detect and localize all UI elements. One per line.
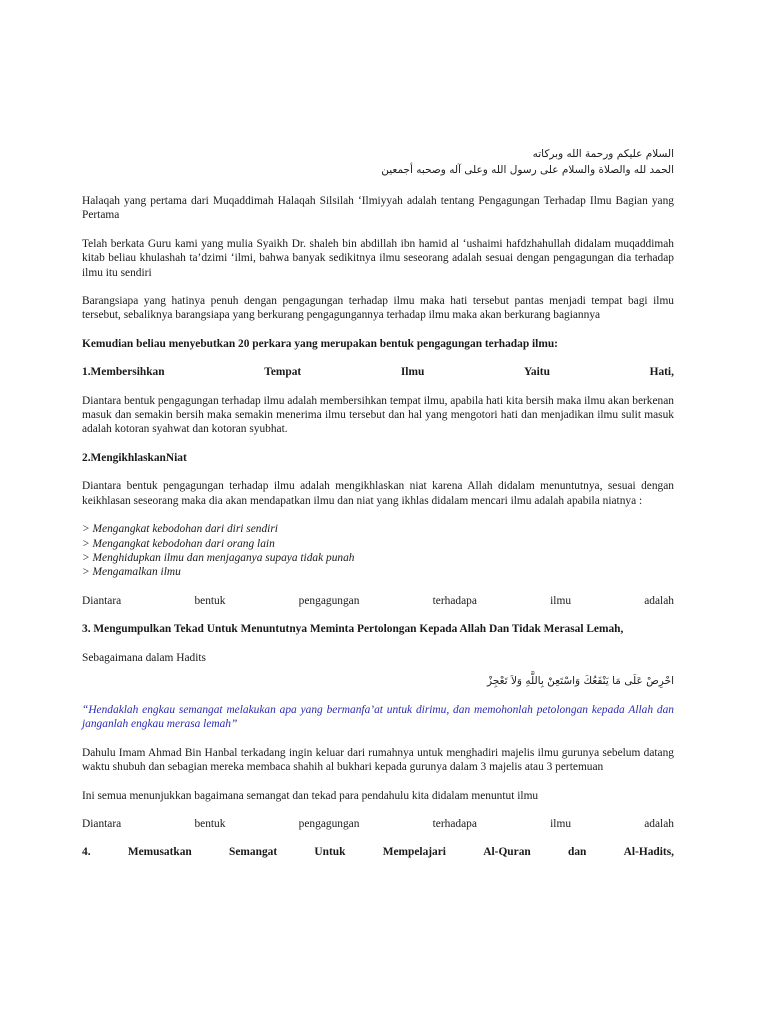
heading-2: 2.MengikhlaskanNiat bbox=[82, 451, 187, 464]
heading-4 bbox=[82, 845, 674, 859]
diantara-word: ilmu bbox=[550, 817, 572, 830]
diantara-word: terhadapa bbox=[432, 817, 477, 830]
barangsiapa-paragraph: Barangsiapa yang hatinya penuh dengan pengagungan terhadap ilmu maka hati tersebut pantas menjadi tempat bagi ilmu tersebut, sebaliknya barangsiapa yang berkurang pengagungannya terhadap ilmu maka akan berkurang bagiannya bbox=[82, 295, 674, 322]
diantara-word: Diantara bbox=[82, 594, 122, 607]
guru-paragraph: Telah berkata Guru kami yang mulia Syaikh Dr. shaleh bin abdillah ibn hamid al ‘ushaimi hafdzhahullah didalam muqaddimah kitab beliau khulashah ta’dzimi ‘ilmi, bahwa banyak sedikitnya ilmu seseorang adalah sesuai dengan pengagungan dia terhadap ilmu itu sendiri bbox=[82, 237, 674, 279]
intro-paragraph: Halaqah yang pertama dari Muqaddimah Halaqah Silsilah ‘Ilmiyyah adalah tentang Pengagungan Terhadap Ilmu Bagian yang Pertama bbox=[82, 195, 674, 222]
heading-1-word: 1.Membersihkan bbox=[82, 366, 165, 379]
hadits-intro: Sebagaimana dalam Hadits bbox=[82, 651, 206, 664]
salam-line-1: السلام عليكم ورحمة الله وبركاته bbox=[532, 148, 674, 160]
heading-4-word: Untuk bbox=[314, 846, 346, 859]
heading-4-word: dan bbox=[568, 846, 587, 859]
heading-2-paragraph: Diantara bentuk pengagungan terhadap ilmu adalah mengikhlaskan niat karena Allah didalam menuntutnya, sesuai dengan keikhlasan seseorang maka dia akan mendapatkan ilmu dan niat yang ikhlas didalam mencari ilmu adalah apabila niatnya : bbox=[82, 480, 674, 507]
diantara-line-2 bbox=[82, 817, 674, 831]
diantara-word: adalah bbox=[644, 594, 674, 607]
diantara-word: pengagungan bbox=[298, 817, 360, 830]
heading-1-word: Hati, bbox=[649, 366, 674, 379]
heading-4-word: 4. bbox=[82, 846, 91, 859]
niat-list bbox=[82, 522, 674, 580]
heading-4-word: Al-Hadits, bbox=[623, 846, 674, 859]
salam-line-2: الحمد لله والصلاة والسلام على رسول الله وعلى آله وصحبه أجمعين bbox=[381, 164, 674, 176]
diantara-word: adalah bbox=[644, 817, 674, 830]
diantara-line-1 bbox=[82, 594, 674, 608]
diantara-word: bentuk bbox=[194, 817, 226, 830]
heading-1-word: Yaitu bbox=[523, 366, 550, 379]
list-item: > Menghidupkan ilmu dan menjaganya supaya tidak punah bbox=[82, 551, 355, 564]
document-body bbox=[82, 146, 674, 860]
heading-1 bbox=[82, 365, 674, 379]
heading-4-word: Al-Quran bbox=[483, 846, 531, 859]
diantara-word: pengagungan bbox=[298, 594, 360, 607]
heading-4-word: Mempelajari bbox=[382, 846, 446, 859]
ini-semua-paragraph: Ini semua menunjukkan bagaimana semangat dan tekad para pendahulu kita didalam menuntut ilmu bbox=[82, 789, 539, 802]
heading-1-word: Ilmu bbox=[400, 366, 425, 379]
list-item: > Mengangkat kebodohan dari orang lain bbox=[82, 537, 275, 550]
heading-3: 3. Mengumpulkan Tekad Untuk Menuntutnya Meminta Pertolongan Kepada Allah Dan Tidak Merasal Lemah, bbox=[82, 623, 624, 636]
diantara-word: Diantara bbox=[82, 817, 122, 830]
diantara-word: terhadapa bbox=[432, 594, 477, 607]
heading-4-word: Memusatkan bbox=[127, 846, 192, 859]
kemudian-heading: Kemudian beliau menyebutkan 20 perkara yang merupakan bentuk pengagungan terhadap ilmu: bbox=[82, 337, 558, 350]
imam-ahmad-paragraph: Dahulu Imam Ahmad Bin Hanbal terkadang ingin keluar dari rumahnya untuk menghadiri majelis ilmu gurunya sebelum datang waktu shubuh dan sebagian mereka membaca shahih al bukhari kepada gurunya dalam 3 majelis atau 3 pertemuan bbox=[82, 746, 674, 774]
heading-1-word: Tempat bbox=[264, 366, 302, 379]
hadits-arabic: احْرِصْ عَلَى مَا يَنْفَعُكَ وَاسْتَعِنْ بِاللَّهِ وَلاَ تَعْجِزْ bbox=[487, 674, 674, 687]
heading-1-paragraph: Diantara bentuk pengagungan terhadap ilmu adalah membersihkan tempat ilmu, apabila hati kita bersih maka ilmu akan berkenan masuk dan semakin bersih maka semakin menerima ilmu tersebut dan hal yang mengotori hati dan menjadikan ilmu sulit masuk adalah kotoran syahwat dan kotoran syubhat. bbox=[82, 394, 674, 436]
heading-4-word: Semangat bbox=[229, 846, 278, 859]
list-item: > Mengangkat kebodohan dari diri sendiri bbox=[82, 523, 278, 536]
list-item: > Mengamalkan ilmu bbox=[82, 566, 181, 579]
hadits-translation-quote: “Hendaklah engkau semangat melakukan apa yang bermanfa’at untuk dirimu, dan memohonlah petolongan kepada Allah dan janganlah engkau merasa lemah” bbox=[82, 703, 674, 731]
diantara-word: ilmu bbox=[550, 594, 572, 607]
diantara-word: bentuk bbox=[194, 594, 226, 607]
